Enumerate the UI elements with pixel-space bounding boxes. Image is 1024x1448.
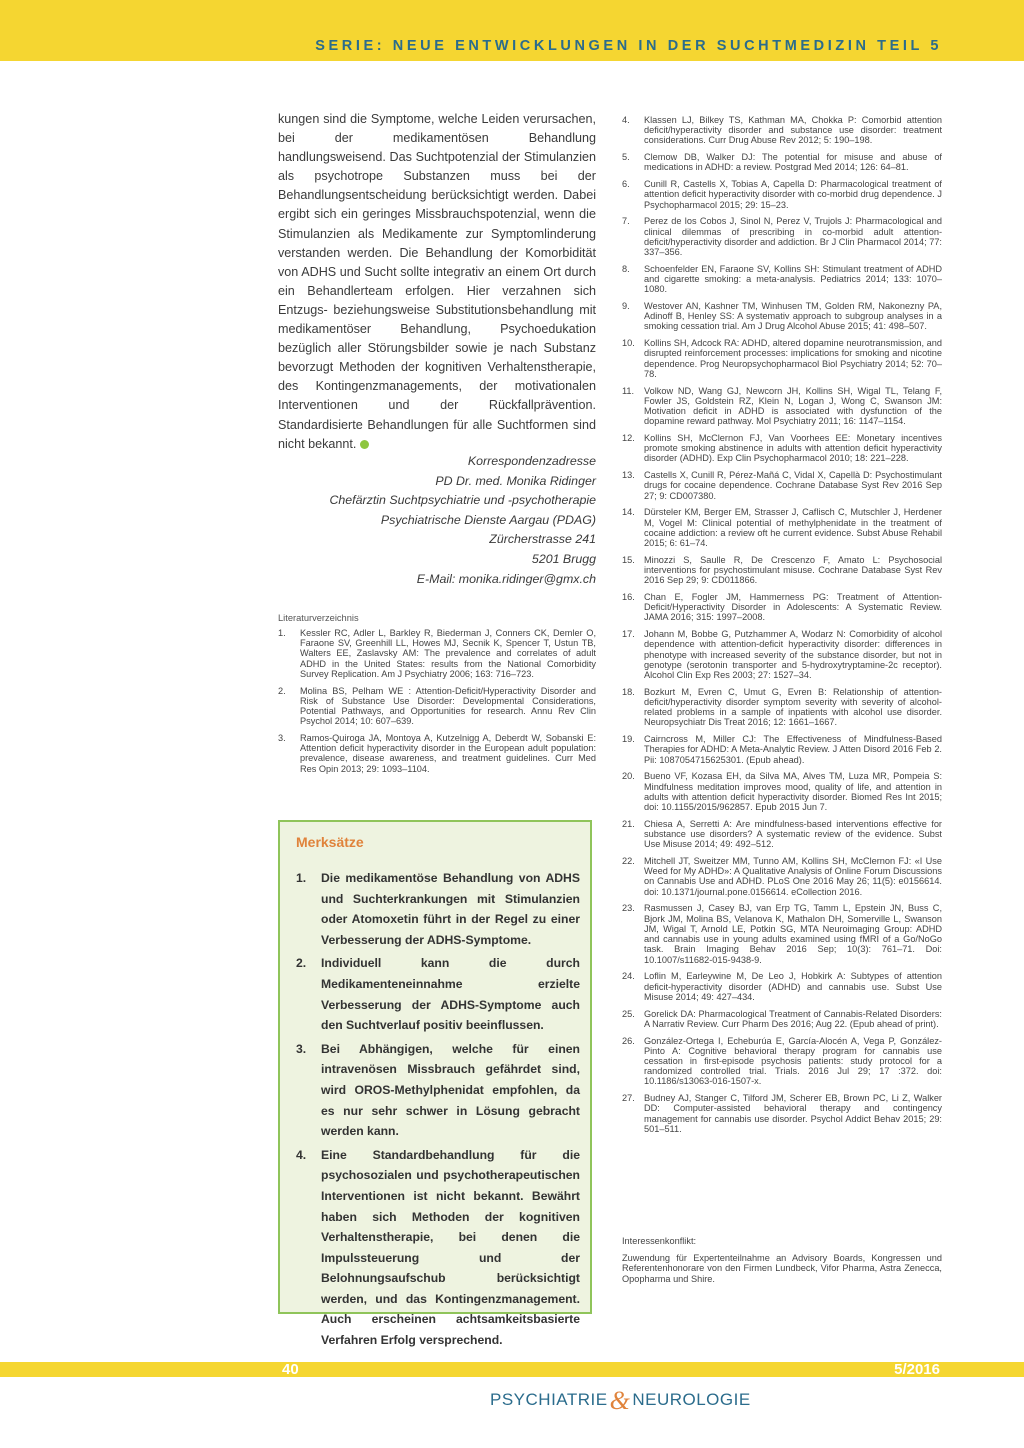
reference-number: 27.: [622, 1093, 635, 1104]
reference-number: 21.: [622, 818, 635, 829]
reference-number: 17.: [622, 629, 635, 640]
reference-text: Chan E, Fogler JM, Hammerness PG: Treatment of Attention-Deficit/Hyperactivity Disorder in Adolescents: A Systematic Review. JAMA 2016; 315: 1997–2008.: [644, 592, 942, 623]
key-point-number: 1.: [296, 871, 307, 885]
reference-text: Ramos-Quiroga JA, Montoya A, Kutzelnigg A, Deberdt W, Sobanski E: Attention deficit hyperactivity disorder in the European adult population: prevalence, disease awareness, and treatment guidelines. Curr Med Res Opin 2013; 29: 1093–1104.: [300, 733, 596, 774]
conflict-of-interest-text: Zuwendung für Expertenteilnahme an Advisory Boards, Kongressen und Referentenhonorare von den Firmen Lundbeck, Vifor Pharma, Astra Zenecca, Opopharma und Shire.: [622, 1253, 942, 1284]
reference-text: Rasmussen J, Casey BJ, van Erp TG, Tamm L, Epstein JN, Buss C, Bjork JM, Molina BS, Velanova K, Mathalon DH, Somerville L, Swanson JM, Wigal T, Arnold LE, Potkin SG, MTA Neuroimaging Group: ADHD and cannabis use in young adults examined using fMRI of a Go/NoGo task. Brain Imaging Behav 2016 Sep; 10(3): 761–71. Doi: 10.1007/s11682-015-9438-9.: [644, 903, 942, 965]
reference-number: 5.: [622, 152, 630, 163]
reference-item: [622, 264, 942, 295]
reference-number: 20.: [622, 771, 635, 782]
reference-item: [278, 686, 596, 727]
reference-number: 18.: [622, 686, 635, 697]
reference-number: 8.: [622, 263, 630, 274]
reference-item: [622, 971, 942, 1002]
key-points-box: [278, 820, 592, 1348]
reference-number: 11.: [622, 385, 635, 396]
logo-ampersand: &: [609, 1386, 631, 1415]
reference-text: Castells X, Cunill R, Pérez-Mañá C, Vidal X, Capellà D: Psychostimulant drugs for cocaine dependence. Cochrane Database Syst Rev 2016 Sep 27; 9: CD007380.: [644, 470, 942, 501]
reference-item: [622, 687, 942, 728]
logo-left-word: PSYCHIATRIE: [490, 1390, 608, 1409]
reference-text: Cairncross M, Miller CJ: The Effectiveness of Mindfulness-Based Therapies for ADHD: A Meta-Analytic Review. J Atten Disord 2016 Feb 2. Pii: 1087054715625301. (Epub ahead).: [644, 734, 942, 765]
reference-item: [622, 386, 942, 427]
reference-number: 2.: [278, 685, 286, 696]
reference-number: 9.: [622, 301, 630, 312]
reference-item: [622, 555, 942, 586]
reference-number: 23.: [622, 903, 635, 914]
reference-item: [622, 507, 942, 548]
reference-text: Volkow ND, Wang GJ, Newcorn JH, Kollins SH, Wigal TL, Telang F, Fowler JS, Goldstein RZ, Klein N, Logan J, Wong C, Swanson JM: Motivation deficit in ADHD is associated with dysfunction of the dopamine reward pathway. Mol Psychiatry 2011; 16: 1147–1154.: [644, 385, 942, 427]
key-point-text: Bei Abhängigen, welche für einen intravenösen Missbrauch gefährdet sind, wird OROS-Methylphenidat empfohlen, da es nur sehr schwer in Lösung gebracht werden kann.: [321, 1041, 580, 1139]
reference-text: Cunill R, Castells X, Tobias A, Capella D: Pharmacological treatment of attention deficit hyperactivity disorder with co-morbid drug dependence. J Psychopharmacol 2015; 29: 15–23.: [644, 179, 942, 210]
reference-item: [622, 152, 942, 172]
correspondence-address: [329, 452, 596, 589]
reference-text: Kollins SH, McClernon FJ, Van Voorhees EE: Monetary incentives promote smoking abstinence in adults with attention deficit hyperactivity disorder (ADHD). Exp Clin Psychopharmacol 2010; 18: 221–228.: [644, 433, 942, 464]
reference-text: Molina BS, Pelham WE : Attention-Deficit/Hyperactivity Disorder and Risk of Substance Use Disorder: Developmental Considerations, Potential Pathways, and Opportunities for research. Annu Rev Clin Psychol 2014; 10: 607–639.: [300, 685, 596, 727]
literature-heading: Literaturverzeichnis: [278, 613, 359, 623]
reference-text: Chiesa A, Serretti A: Are mindfulness-based interventions effective for substance use disorders? A systematic review of the evidence. Subst Use Misuse 2014; 49: 492–512.: [644, 818, 942, 850]
reference-number: 25.: [622, 1008, 635, 1019]
reference-number: 4.: [622, 115, 630, 125]
reference-list-right: [622, 115, 942, 1141]
reference-text: Westover AN, Kashner TM, Winhusen TM, Golden RM, Nakonezny PA, Adinoff B, Henley SS: A systemativ approach to subgroup analyses in a smoking cessation trial. Am J Drug Alcohol Abuse 2015; 41: 498–507.: [644, 301, 942, 332]
reference-number: 10.: [622, 338, 635, 349]
reference-number: 26.: [622, 1035, 635, 1046]
issue-number: 5/2016: [894, 1361, 940, 1378]
footer-bar: [0, 1362, 1024, 1377]
reference-text: Clemow DB, Walker DJ: The potential for misuse and abuse of medications in ADHD: a review. Postgrad Med 2014; 126: 64–81.: [644, 152, 942, 173]
reference-text: Schoenfelder EN, Faraone SV, Kollins SH: Stimulant treatment of ADHD and cigarette smoking: a meta-analysis. Pediatrics 2014; 133: 1070–1080.: [644, 263, 942, 295]
reference-item: [622, 629, 942, 680]
correspondence-title: Korrespondenzadresse: [467, 454, 596, 468]
reference-item: [622, 1036, 942, 1087]
reference-number: 24.: [622, 971, 635, 982]
article-body-text: kungen sind die Symptome, welche Leiden verursachen, bei der medikamentösen Behandlung handlungsweisend. Das Suchtpotenzial der Stimulanzien als psychotrope Substanzen muss bei der Behandlungsentscheidung berücksichtigt werden. Dabei ergibt sich ein geringes Missbrauchspotenzial, wenn die Stimulanzien als Medikamente zur Symptomlinderung verstanden werden. Die Behandlung der Komorbidität von ADHS und Sucht sollte integrativ an einem Ort durch ein Behandlerteam erfolgen. Hier verzahnen sich Entzugs- beziehungsweise Substitutionsbehandlung mit medikamentöser Behandlung, Psychoedukation bezüglich aller Störungsbilder sowie je nach Substanz bevorzugt Methoden der kognitiven Verhaltenstherapie, des Kontingenzmanagements, der motivationalen Interventionen und der Rückfallprävention. Standardisierte Behandlungen für alle Suchtformen sind nicht bekannt.: [278, 112, 596, 451]
reference-text: Kollins SH, Adcock RA: ADHD, altered dopamine neurotransmission, and disrupted reinforcement processes: implications for smoking and nicotine dependence. Prog Neuropsychopharmacol Biol Psychiatry 2014; 52: 70–78.: [644, 338, 942, 379]
reference-number: 19.: [622, 734, 635, 745]
reference-text: Kessler RC, Adler L, Barkley R, Biederman J, Conners CK, Demler O, Faraone SV, Greenhill LL, Howes MJ, Secnik K, Spencer T, Ustun TB, Walters EE, Zaslavsky AM: The prevalence and correlates of adult ADHD in the United States: results from the National Comorbidity Survey Replication. Am J Psychiatry 2006; 163: 716–723.: [300, 628, 596, 679]
reference-number: 15.: [622, 554, 635, 565]
reference-item: [622, 1009, 942, 1029]
reference-item: [278, 733, 596, 774]
key-point-item: [296, 1039, 580, 1142]
page-number: 40: [282, 1361, 299, 1378]
reference-item: [622, 470, 942, 501]
reference-item: [622, 856, 942, 897]
key-point-text: Eine Standardbehandlung für die psychosozialen und psychotherapeutischen Interventionen ist nicht bekannt. Bewährt haben sich Methoden der kognitiven Verhaltenstherapie, bei denen die Impulssteuerung und der Belohnungsaufschub berücksichtigt werden, und das Kontingenzmanagement. Auch erscheinen achtsamkeitsbasierte Verfahren Erfolg versprechend.: [321, 1147, 580, 1348]
journal-logo-text: [490, 1386, 751, 1416]
key-point-number: 2.: [296, 956, 307, 971]
correspondence-role: Chefärztin Suchtpsychiatrie und -psychotherapie: [329, 493, 596, 508]
reference-number: 3.: [278, 733, 286, 744]
reference-text: Minozzi S, Saulle R, De Crescenzo F, Amato L: Psychosocial interventions for psychostimulant misuse. Cochrane Database Syst Rev 2016 Sep 29; 9: CD011866.: [644, 554, 942, 586]
reference-item: [622, 734, 942, 765]
key-point-item: [296, 953, 580, 1035]
reference-number: 12.: [622, 433, 635, 444]
key-point-item: [296, 1145, 580, 1351]
main-text-column: [278, 110, 596, 454]
reference-text: González-Ortega I, Echeburúa E, García-Alocén A, Vega P, González-Pinto A: Cognitive behavioral therapy program for cannabis use cessation in first-episode psychosis patients: study protocol for a randomized controlled trial. Trials. 2016 Jul 29; 17 :372. doi: 10.1186/s13063-016-1507-x.: [644, 1035, 942, 1087]
reference-text: Mitchell JT, Sweitzer MM, Tunno AM, Kollins SH, McClernon FJ: «I Use Weed for My ADHD»: A Qualitative Analysis of Online Forum Discussions on Cannabis Use and ADHD. PLoS One 2016 May 26; 11(5): e0156614. doi: 10.1371/journal.pone.0156614. eCollection 2016.: [644, 856, 942, 897]
key-point-number: 4.: [296, 1147, 307, 1162]
reference-item: [622, 1093, 942, 1134]
reference-text: Loflin M, Earleywine M, De Leo J, Hobkirk A: Subtypes of attention deficit-hyperactivity disorder (ADHD) and cannabis use. Subst Use Misuse 2014; 49: 427–434.: [644, 971, 942, 1002]
reference-text: Gorelick DA: Pharmacological Treatment of Cannabis-Related Disorders: A Narrativ Review. Curr Pharm Des 2016; Aug 22. (Epub ahead of print).: [644, 1008, 942, 1029]
correspondence-name: PD Dr. med. Monika Ridinger: [435, 473, 596, 488]
reference-item: [622, 819, 942, 850]
reference-item: [622, 771, 942, 812]
reference-text: Bueno VF, Kozasa EH, da Silva MA, Alves TM, Luza MR, Pompeia S: Mindfulness meditation improves mood, quality of life, and attention in adults with attention deficit hyperactivity disorder. Biomed Res Int 2015; doi: 10.1155/2015/962857. Epub 2015 Jun 7.: [644, 771, 942, 813]
conflict-of-interest-heading: Interessenkonflikt:: [622, 1236, 697, 1246]
reference-text: Bozkurt M, Evren C, Umut G, Evren B: Relationship of attention-deficit/hyperactivity disorder symptom severity with severity of alcohol-related problems in a sample of inpatients with alcohol use disorder. Neuropsychiatr Dis Treat 2016; 12: 1661–1667.: [644, 686, 942, 728]
reference-list-left: [278, 628, 596, 780]
correspondence-street: Zürcherstrasse 241: [489, 532, 596, 547]
end-of-article-dot-icon: [360, 440, 369, 449]
reference-number: 22.: [622, 856, 635, 867]
reference-item: [278, 628, 596, 679]
key-point-item: [296, 868, 580, 950]
correspondence-city: 5201 Brugg: [531, 551, 596, 566]
key-point-text: Individuell kann die durch Medikamenteneinnahme erzielte Verbesserung der ADHS-Symptome auch den Suchtverlauf positiv beeinflussen.: [321, 956, 580, 1033]
reference-item: [622, 115, 942, 146]
reference-number: 1.: [278, 628, 286, 638]
series-title: SERIE: NEUE ENTWICKLUNGEN IN DER SUCHTMEDIZIN TEIL 5: [315, 38, 942, 54]
key-points-list: [296, 868, 580, 1354]
reference-number: 13.: [622, 470, 635, 481]
reference-text: Perez de los Cobos J, Sinol N, Perez V, Trujols J: Pharmacological and clinical dilemmas of prescribing in co-morbid adult attention-deficit/hyperactivity disorder and addiction. Br J Clin Pharmacol 2014; 77: 337–356.: [644, 216, 942, 258]
correspondence-email[interactable]: E-Mail: monika.ridinger@gmx.ch: [416, 571, 596, 586]
reference-text: Budney AJ, Stanger C, Tilford JM, Scherer EB, Brown PC, Li Z, Walker DD: Computer-assisted behavioral therapy and contingency management for cannabis use disorder. Psychol Addict Behav 2015; 29: 501–511.: [644, 1093, 942, 1134]
reference-item: [622, 216, 942, 257]
reference-item: [622, 433, 942, 464]
reference-number: 6.: [622, 179, 630, 190]
reference-item: [622, 592, 942, 623]
reference-number: 7.: [622, 216, 630, 227]
journal-logo: [476, 1377, 751, 1417]
reference-item: [622, 903, 942, 964]
article-body: [278, 110, 596, 454]
reference-text: Johann M, Bobbe G, Putzhammer A, Wodarz N: Comorbidity of alcohol dependence with attention-deficit hyperactivity disorder: differences in phenotype with increased severity of the substance disorder, but not in genotype (serotonin transporter and 5-hydroxytryptamine-2c receptor). Alcohol Clin Exp Res 2003; 27: 1527–34.: [644, 629, 942, 681]
reference-number: 14.: [622, 507, 635, 518]
reference-item: [622, 301, 942, 332]
reference-item: [622, 179, 942, 210]
reference-text: Klassen LJ, Bilkey TS, Kathman MA, Chokka P: Comorbid attention deficit/hyperactivity disorder and substance use disorder: treatment considerations. Curr Drug Abuse Rev 2012; 5: 190–198.: [644, 115, 942, 146]
reference-text: Dürsteler KM, Berger EM, Strasser J, Caflisch C, Mutschler J, Herdener M, Vogel M: Clinical potential of methylphenidate in the treatment of cocaine addiction: a review oft he current evidence. Subst Abuse Rehabil 2015; 6: 61–74.: [644, 507, 942, 549]
reference-number: 16.: [622, 592, 635, 603]
key-point-number: 3.: [296, 1041, 307, 1056]
key-points-title: Merksätze: [296, 834, 364, 850]
key-point-text: Die medikamentöse Behandlung von ADHS und Suchterkrankungen mit Stimulanzien oder Atomoxetin führt in der Regel zu einer Verbesserung der ADHS-Symptome.: [321, 871, 580, 947]
correspondence-org: Psychiatrische Dienste Aargau (PDAG): [380, 512, 596, 527]
logo-right-word: NEUROLOGIE: [632, 1390, 751, 1409]
reference-item: [622, 338, 942, 379]
